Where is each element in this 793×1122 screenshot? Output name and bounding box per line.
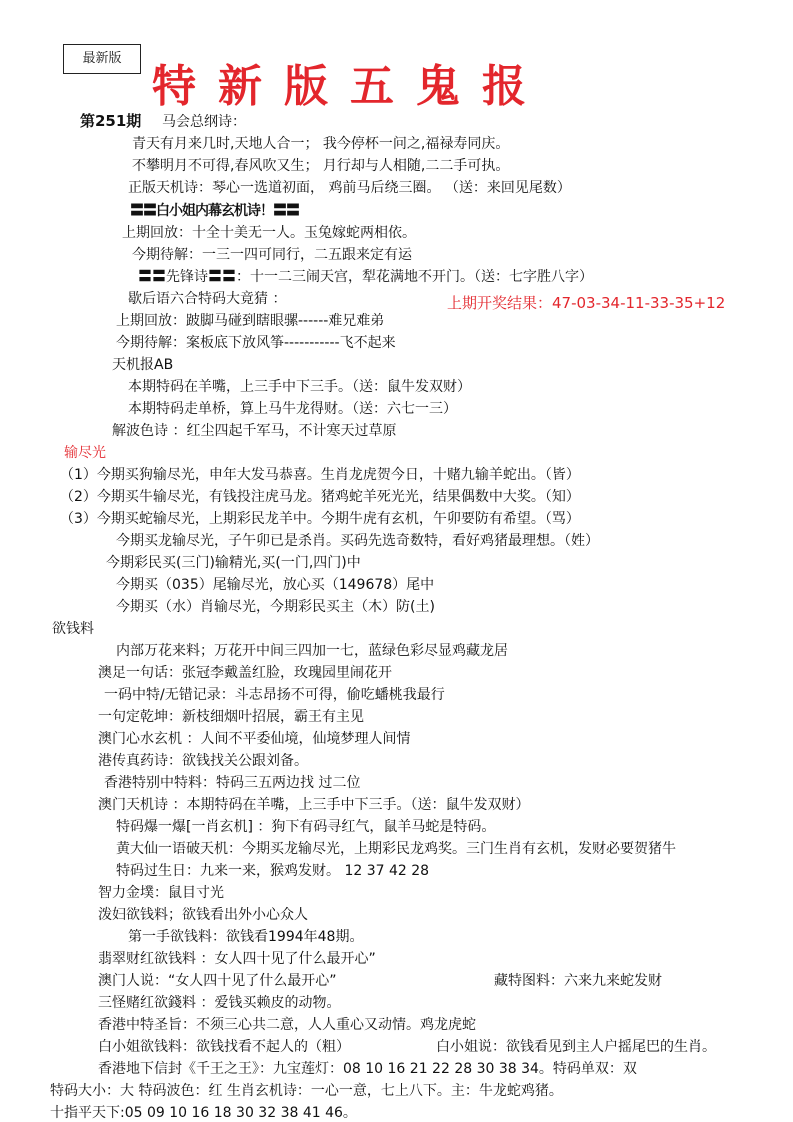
one-sentence-qiankun: 一句定乾坤：新枝细烟叶招展，霸王有主见	[98, 709, 364, 725]
lose-all-4: 今期买龙输尽光，子午卯已是杀肖。买码先选奇数特，看好鸡猪最理想。（姓）	[116, 533, 599, 549]
ten-fingers-line: 十指平天下:05 09 10 16 18 30 32 38 41 46。	[50, 1105, 357, 1121]
flower-material: 内部万花来料；万花开中间三四加一七，蓝绿色彩尽显鸡藏龙居	[116, 643, 508, 659]
riddle-heading: 歇后语六合特码大竟猜 ：	[128, 291, 287, 307]
special-code-burst: 特码爆一爆[一肖玄机] ：狗下有码寻红气，鼠羊马蛇是特码。	[116, 819, 496, 835]
three-monsters-material: 三怪赌红欲錢料 ：爱钱买赖皮的动物。	[98, 995, 341, 1011]
issue-number: 第251期	[80, 112, 142, 130]
hk-fax-poem: 港传真药诗：欲钱找关公跟刘备。	[98, 753, 308, 769]
wisdom-line: 智力金墣：鼠目寸光	[98, 885, 224, 901]
macau-heart-water: 澳门心水玄机 ：人间不平委仙境，仙境梦理人间情	[98, 731, 411, 747]
hk-underground-envelope: 香港地下信封《千王之王》：九宝莲灯：08 10 16 21 22 28 30 38 34。特码单双：双	[98, 1061, 637, 1077]
tianji-ab-heading: 天机报AB	[112, 357, 174, 373]
tianji-line-1: 本期特码在羊嘴，上三手中下三手。（送：鼠牛发双财）	[128, 379, 471, 395]
hk-special-material: 香港特别中特料：特码三五两边找 过二位	[104, 775, 361, 791]
special-size-color: 特码大小：大 特码波色：红 生肖玄机诗：一心一意，七上八下。主：牛龙蛇鸡猪。	[50, 1083, 563, 1099]
lose-all-2: （2）今期买牛输尽光，有钱投注虎马龙。猪鸡蛇羊死光光，结果偶数中大奖。（知）	[60, 489, 580, 505]
poem-line-2: 不攀明月不可得,春风吹又生； 月行却与人相随,二二手可执。	[132, 158, 510, 174]
tianji-poem: 正版天机诗：琴心一选道初面， 鸡前马后绕三圈。 （送：来回见尾数）	[128, 180, 571, 196]
issue-label: 马会总纲诗：	[162, 114, 246, 130]
pioneer-poem: 〓〓先锋诗〓〓：十一二三闹天宫，犁花满地不开门。（送：七字胜八字）	[138, 269, 593, 285]
last-replay-1: 上期回放：十全十美无一人。玉兔嫁蛇两相依。	[122, 225, 416, 241]
bai-xiaojie-heading: 〓〓白小姐内幕玄机诗！〓〓	[130, 203, 299, 219]
macau-tianji-poem: 澳门天机诗 ：本期特码在羊嘴，上三手中下三手。（送：鼠牛发双财）	[98, 797, 530, 813]
lose-all-3: （3）今期买蛇输尽光，上期彩民龙羊中。今期牛虎有玄机，午卯要防有希望。（骂）	[60, 511, 580, 527]
page-title: 特新版五鬼报	[152, 61, 548, 112]
to-solve-1: 今期待解：一三一四可同行，二五跟来定有运	[132, 247, 412, 263]
want-money-heading: 欲钱料	[52, 621, 94, 637]
edition-tag: 最新版	[63, 44, 141, 74]
lose-all-tail: 今期买（035）尾输尽光，放心买（149678）尾中	[116, 577, 435, 593]
macau-people-say: 澳门人说：“女人四十见了什么最开心”	[98, 973, 337, 989]
tianji-line-2: 本期特码走单桥，算上马牛龙得财。（送：六七一三）	[128, 401, 457, 417]
poem-line-1: 青天有月来几时,天地人合一； 我今停杯一问之,福禄寿同庆。	[132, 136, 510, 152]
bai-xiaojie-material: 白小姐欲钱料：欲钱找看不起人的（粗）	[98, 1039, 350, 1055]
lose-all-heading: 输尽光	[64, 445, 106, 461]
lose-all-doors: 今期彩民买(三门)输精光,买(一门,四门)中	[106, 555, 361, 571]
wong-tai-sin-line: 黄大仙一语破天机：今期买龙输尽光，上期彩民龙鸡奖。三门生肖有玄机，发财必要贺猪牛	[116, 841, 676, 857]
last-draw-result: 上期开奖结果：47-03-34-11-33-35+12	[447, 294, 726, 312]
macau-one-sentence: 澳足一句话：张冠李戴盖红脸，玫瑰园里闹花开	[98, 665, 392, 681]
lose-all-element: 今期买（水）肖输尽光，今期彩民买主（木）防(土)	[116, 599, 435, 615]
hidden-special-chart: 藏特图料：六来九来蛇发财	[494, 973, 662, 989]
lose-all-1: （1）今期买狗输尽光，申年大发马恭喜。生肖龙虎贺今日，十赌九输羊蛇出。（皆）	[60, 467, 580, 483]
shrew-material: 泼妇欲钱料；欲钱看出外小心众人	[98, 907, 308, 923]
hk-decree: 香港中特圣旨：不须三心共二意，人人重心又动情。鸡龙虎蛇	[98, 1017, 476, 1033]
special-birthday: 特码过生日：九来一来，猴鸡发财。 12 37 42 28	[116, 863, 430, 879]
jade-material: 翡翠财红欲钱料 ：女人四十见了什么最开心”	[98, 951, 376, 967]
to-solve-2: 今期待解：案板底下放风筝-----------飞不起来	[116, 335, 396, 351]
last-replay-2: 上期回放：跛脚马碰到瞎眼骡------难兄难弟	[116, 313, 385, 329]
wave-color-poem: 解波色诗 ：红尘四起千军马，不计寒天过草原	[112, 423, 397, 439]
one-code-record: 一码中特/无错记录：斗志昂扬不可得，偷吃蟠桃我最行	[104, 687, 445, 703]
bai-xiaojie-says: 白小姐说：欲钱看见到主人户摇尾巴的生肖。	[436, 1039, 716, 1055]
first-hand-material: 第一手欲钱料：欲钱看1994年48期。	[128, 929, 364, 945]
